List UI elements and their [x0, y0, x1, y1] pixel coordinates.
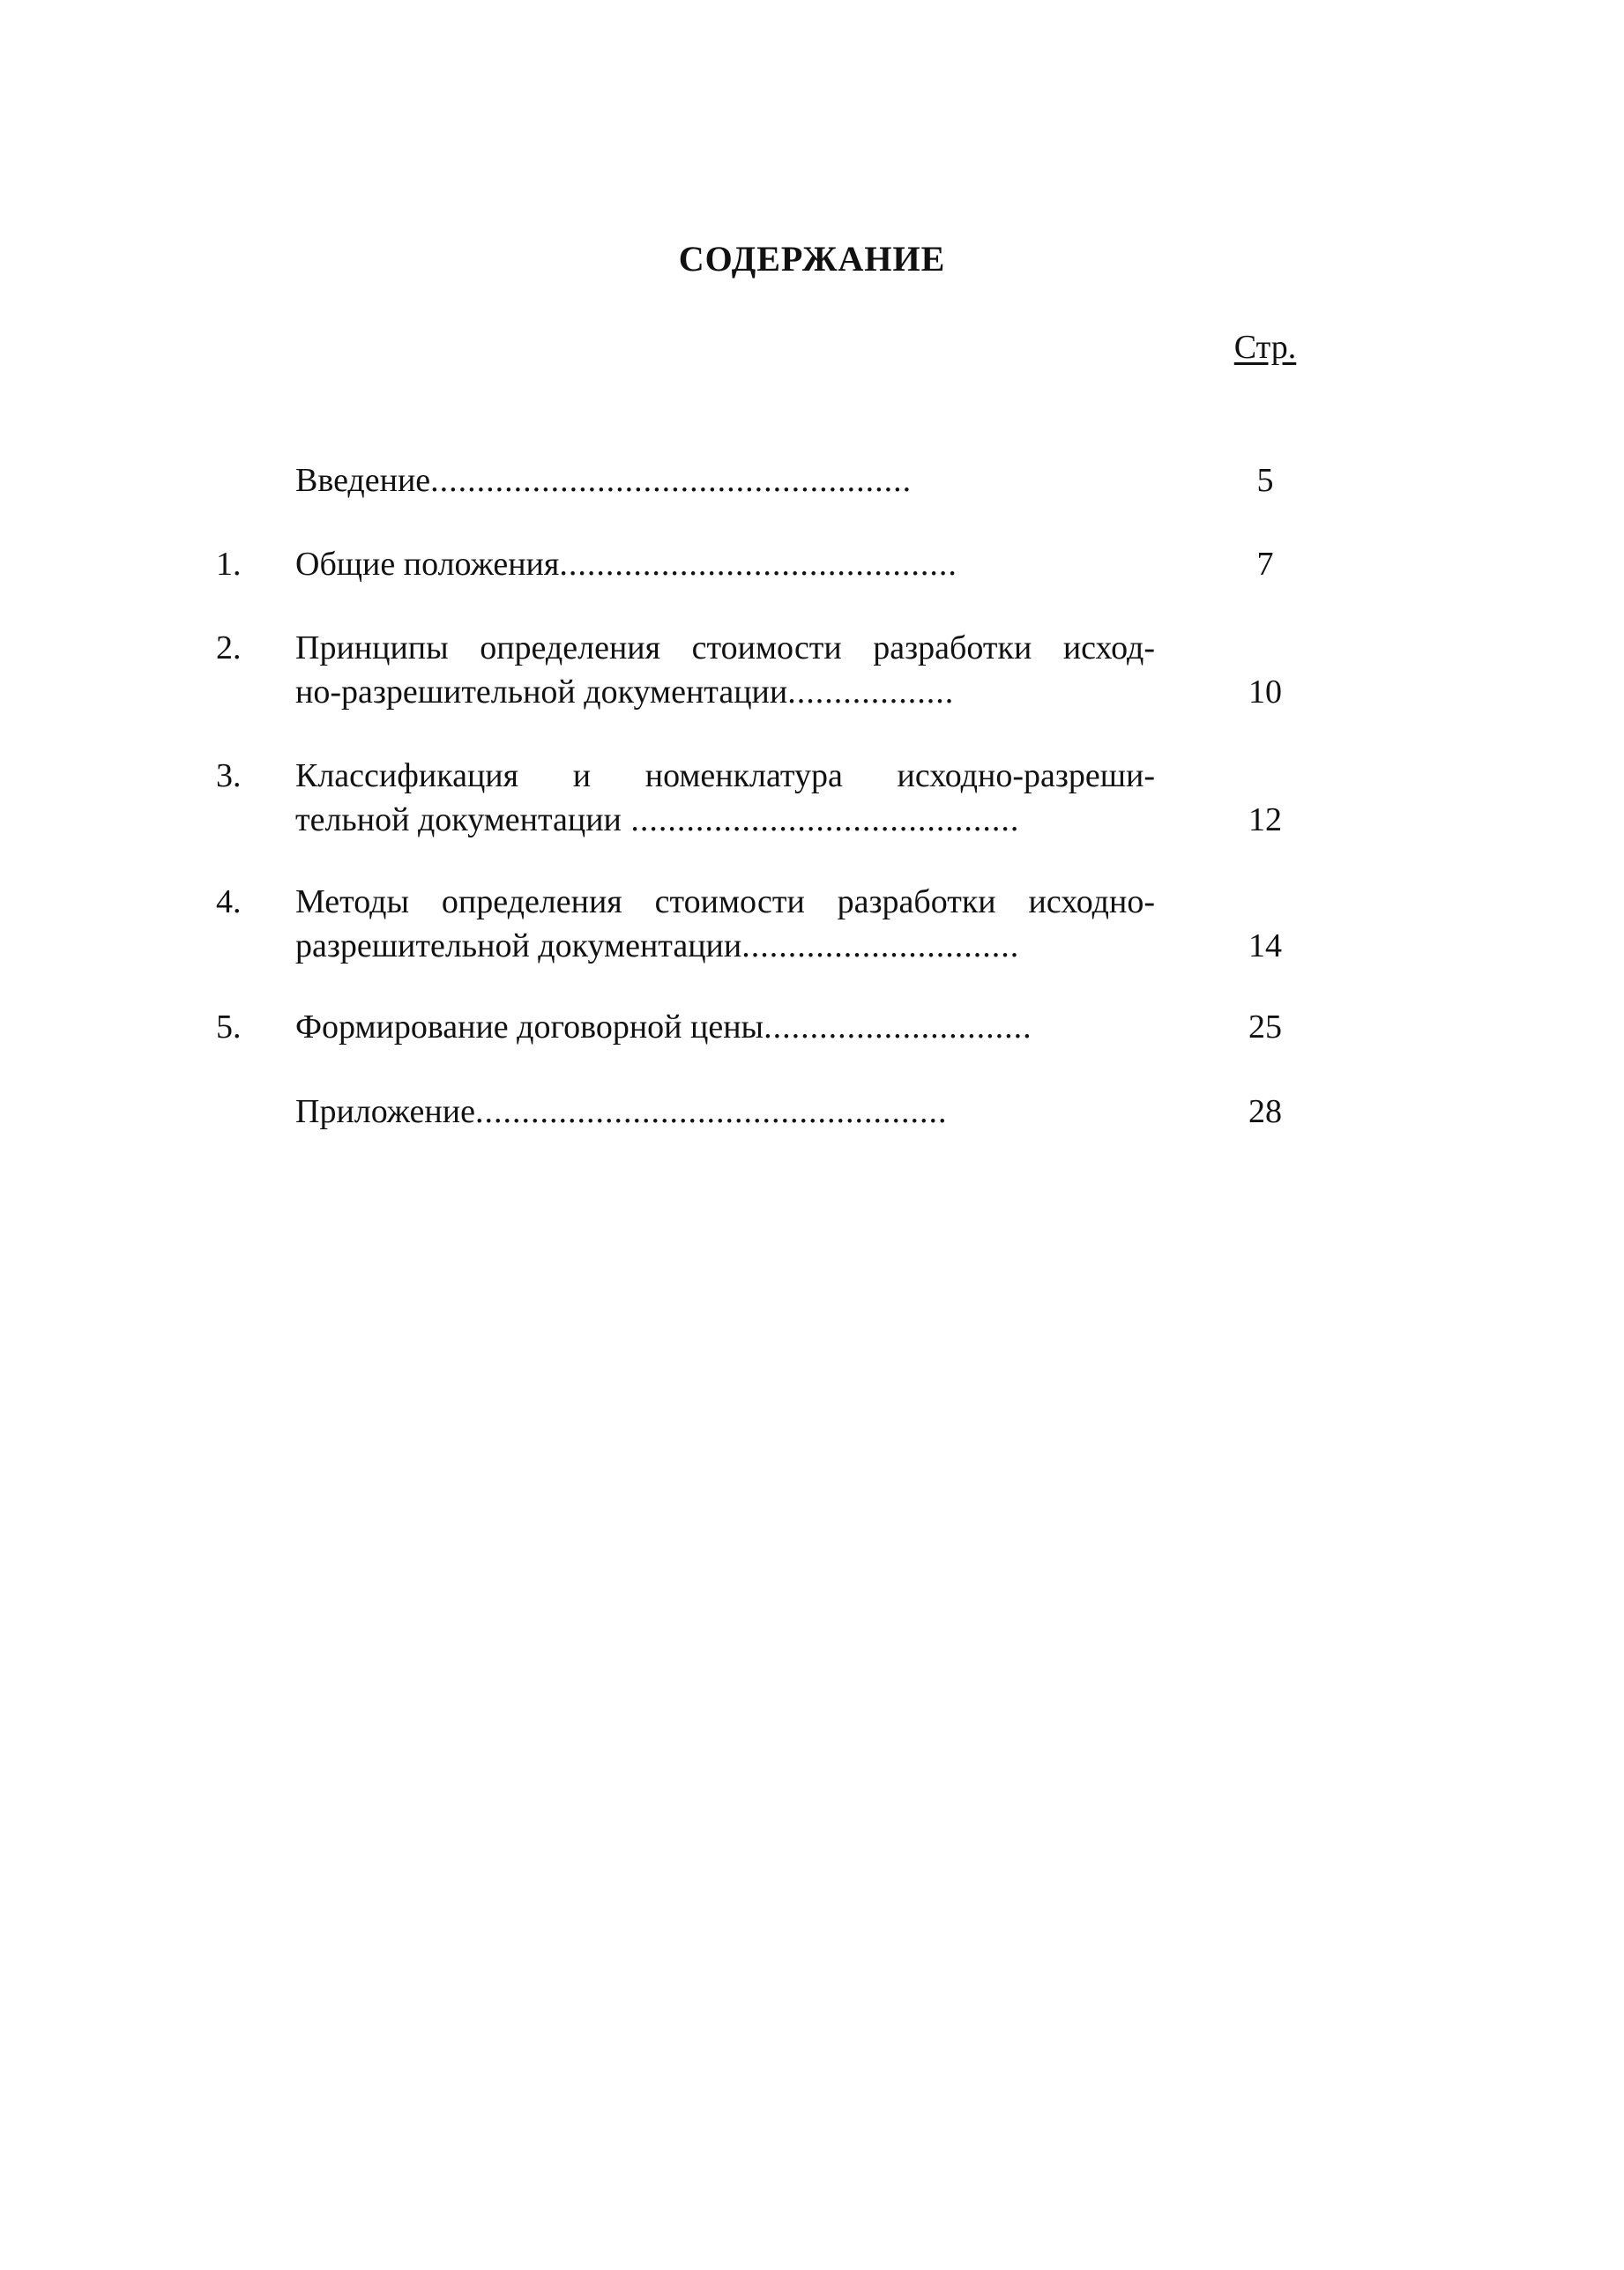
toc-entry-page: 14 — [1248, 927, 1282, 964]
toc-entry-title-line: разрешительной документации — [295, 927, 742, 964]
toc-entry-title-line: Классификация и номенклатура исходно-разреши- — [295, 757, 1155, 794]
toc-entry-title-line: Методы определения стоимости разработки исходно- — [295, 883, 1155, 920]
toc-entry-title — [295, 1005, 1155, 1049]
toc-entry-page: 10 — [1248, 674, 1282, 711]
toc-leader-dots: .................. — [787, 674, 955, 711]
toc-leader-dots: ............................. — [764, 1008, 1032, 1046]
toc-entry-title-line: Общие положения — [295, 546, 560, 583]
toc-entry-number: 2. — [216, 629, 242, 666]
toc-entry-page: 28 — [1248, 1093, 1282, 1130]
toc-entry-title — [295, 1090, 1155, 1134]
toc-entry-number: 4. — [216, 883, 242, 920]
toc-leader-dots: ................................................... — [474, 1093, 948, 1130]
toc-entry-page: 5 — [1256, 462, 1274, 499]
toc-entry-number: 5. — [216, 1008, 242, 1046]
toc-entry-title — [295, 626, 1155, 714]
toc-leader-dots: .......................................... — [621, 801, 1020, 838]
toc-entry-title-line: но-разрешительной документации — [295, 674, 788, 711]
toc-entry-page: 7 — [1256, 546, 1274, 583]
toc-entry-page: 25 — [1248, 1008, 1282, 1046]
toc-leader-dots: .................................................... — [430, 462, 913, 499]
toc-entry-title — [295, 880, 1155, 968]
toc-entry-title-line: тельной документации — [295, 801, 622, 838]
toc-entry-title-line: Приложение — [295, 1093, 475, 1130]
page-column-header: Стр. — [1233, 329, 1297, 366]
toc-entry-title — [295, 542, 1155, 586]
toc-entry-title-line: Формирование договорной цены — [295, 1008, 764, 1046]
toc-entry-page: 12 — [1248, 801, 1282, 838]
toc-entry-number: 3. — [216, 757, 242, 794]
toc-entry-title-line: Введение — [295, 462, 431, 499]
toc-entry-title — [295, 458, 1155, 502]
toc-entry-title-line: Принципы определения стоимости разработки исход- — [295, 629, 1155, 666]
toc-entry-title — [295, 754, 1155, 842]
toc-leader-dots: ........................................... — [559, 546, 957, 583]
toc-entry-number: 1. — [216, 546, 242, 583]
toc-leader-dots: .............................. — [741, 927, 1020, 964]
page-title: СОДЕРЖАНИЕ — [678, 239, 946, 279]
